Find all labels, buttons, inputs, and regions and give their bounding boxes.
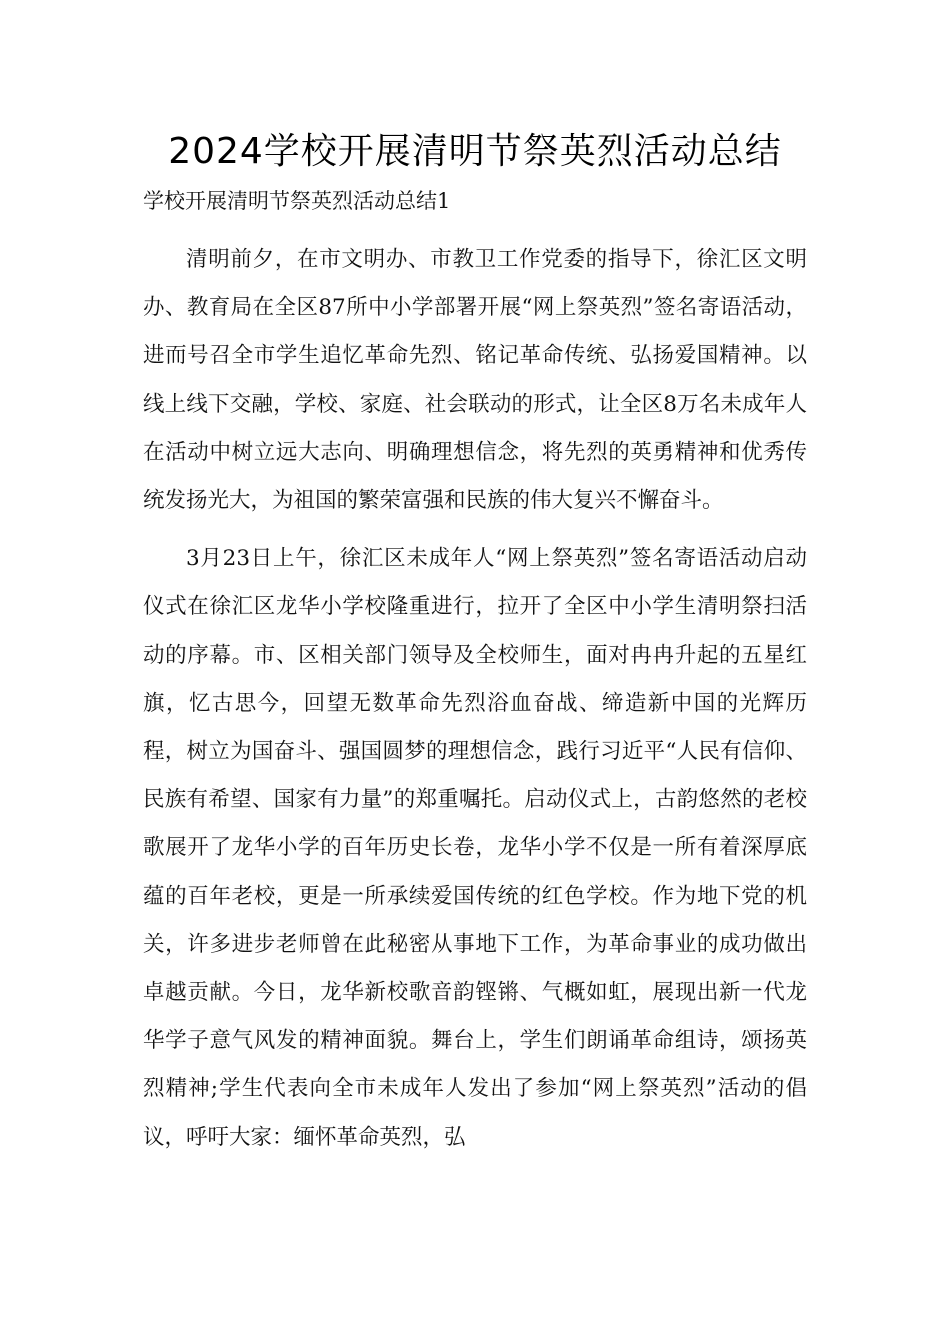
- document-body: [143, 236, 807, 1172]
- paragraph-2: 3月23日上午，徐汇区未成年人“网上祭英烈”签名寄语活动启动仪式在徐汇区龙华小学校隆重进行，拉开了全区中小学生清明祭扫活动的序幕。市、区相关部门领导及全校师生，面对冉冉升起的五星红旗，忆古思今，回望无数革命先烈浴血奋战、缔造新中国的光辉历程，树立为国奋斗、强国圆梦的理想信念，践行习近平“人民有信仰、民族有希望、国家有力量”的郑重嘱托。启动仪式上，古韵悠然的老校歌展开了龙华小学的百年历史长卷，龙华小学不仅是一所有着深厚底蕴的百年老校，更是一所承续爱国传统的红色学校。作为地下党的机关，许多进步老师曾在此秘密从事地下工作，为革命事业的成功做出卓越贡献。今日，龙华新校歌音韵铿锵、气概如虹，展现出新一代龙华学子意气风发的精神面貌。舞台上，学生们朗诵革命组诗，颂扬英烈精神;学生代表向全市未成年人发出了参加“网上祭英烈”活动的倡议，呼吁大家：缅怀革命英烈，弘: [143, 546, 807, 1150]
- paragraph-1: 清明前夕，在市文明办、市教卫工作党委的指导下，徐汇区文明办、教育局在全区87所中小学部署开展“网上祭英烈”签名寄语活动，进而号召全市学生追忆革命先烈、铭记革命传统、弘扬爱国精神。以线上线下交融，学校、家庭、社会联动的形式，让全区8万名未成年人在活动中树立远大志向、明确理想信念，将先烈的英勇精神和优秀传统发扬光大，为祖国的繁荣富强和民族的伟大复兴不懈奋斗。: [143, 247, 807, 514]
- section-heading: 学校开展清明节祭英烈活动总结1: [143, 189, 451, 213]
- document-title: 2024学校开展清明节祭英烈活动总结: [168, 131, 782, 172]
